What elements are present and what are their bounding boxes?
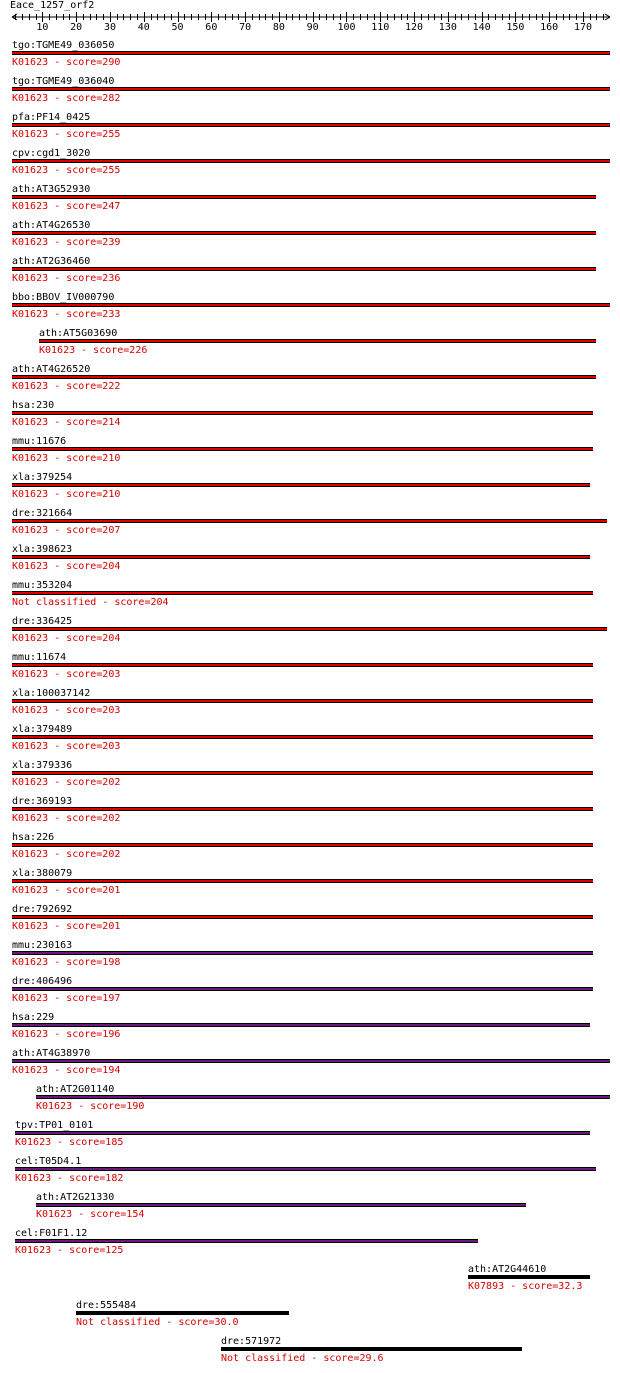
hit-gene-link[interactable]: pfa:PF14_0425 — [12, 112, 91, 123]
hit-gene-link[interactable]: mmu:230163 — [12, 940, 73, 951]
ruler-tick-label: 140 — [472, 22, 491, 33]
hit-score-link[interactable]: K01623 - score=197 — [12, 993, 121, 1004]
ruler-tick-label: 150 — [506, 22, 525, 33]
hit-score-link[interactable]: K07893 - score=32.3 — [468, 1281, 583, 1292]
hit-alignment-bar[interactable] — [12, 663, 593, 667]
hit-gene-link[interactable]: xla:379489 — [12, 724, 73, 735]
hit-score-link[interactable]: K01623 - score=203 — [12, 741, 121, 752]
hit-gene-link[interactable]: dre:555484 — [76, 1300, 137, 1311]
hit-score-link[interactable]: K01623 - score=194 — [12, 1065, 121, 1076]
hit-alignment-bar[interactable] — [12, 771, 593, 775]
ruler-tick-label: 110 — [371, 22, 390, 33]
hit-alignment-bar[interactable] — [12, 555, 590, 559]
ruler-tick-label: 40 — [137, 22, 150, 33]
hit-score-link[interactable]: K01623 - score=201 — [12, 885, 121, 896]
hit-gene-link[interactable]: dre:571972 — [221, 1336, 282, 1347]
hit-alignment-bar[interactable] — [39, 339, 596, 343]
hit-score-link[interactable]: K01623 - score=233 — [12, 309, 121, 320]
hit-gene-link[interactable]: ath:AT3G52930 — [12, 184, 91, 195]
hit-alignment-bar[interactable] — [36, 1203, 526, 1207]
hit-alignment-bar[interactable] — [36, 1095, 610, 1099]
hit-alignment-bar[interactable] — [12, 51, 610, 55]
hit-alignment-bar[interactable] — [12, 915, 593, 919]
hit-alignment-bar[interactable] — [12, 591, 593, 595]
hit-score-link[interactable]: K01623 - score=202 — [12, 849, 121, 860]
hit-score-link[interactable]: K01623 - score=203 — [12, 705, 121, 716]
hit-gene-link[interactable]: hsa:230 — [12, 400, 55, 411]
hit-alignment-bar[interactable] — [12, 447, 593, 451]
hit-gene-link[interactable]: xla:379336 — [12, 760, 73, 771]
hit-gene-link[interactable]: bbo:BBOV_IV000790 — [12, 292, 115, 303]
hit-alignment-bar[interactable] — [12, 483, 590, 487]
ruler-tick-label: 50 — [171, 22, 184, 33]
hit-alignment-bar[interactable] — [12, 87, 610, 91]
hit-alignment-bar[interactable] — [76, 1311, 289, 1315]
hit-alignment-bar[interactable] — [15, 1167, 596, 1171]
hit-alignment-bar[interactable] — [12, 231, 596, 235]
ruler-tick-label: 100 — [337, 22, 356, 33]
hit-gene-link[interactable]: xla:398623 — [12, 544, 73, 555]
hit-alignment-bar[interactable] — [12, 1059, 610, 1063]
ruler-tick-label: 60 — [205, 22, 218, 33]
hit-gene-link[interactable]: ath:AT5G03690 — [39, 328, 118, 339]
hit-score-link[interactable]: K01623 - score=226 — [39, 345, 148, 356]
hit-score-link[interactable]: K01623 - score=204 — [12, 633, 121, 644]
hit-gene-link[interactable]: cel:F01F1.12 — [15, 1228, 88, 1239]
hit-alignment-bar[interactable] — [12, 411, 593, 415]
hit-alignment-bar[interactable] — [12, 159, 610, 163]
hit-gene-link[interactable]: xla:100037142 — [12, 688, 91, 699]
hit-gene-link[interactable]: dre:406496 — [12, 976, 73, 987]
hit-score-link[interactable]: K01623 - score=203 — [12, 669, 121, 680]
hit-score-link[interactable]: K01623 - score=255 — [12, 165, 121, 176]
hit-alignment-bar[interactable] — [12, 1023, 590, 1027]
hit-alignment-bar[interactable] — [12, 879, 593, 883]
hit-score-link[interactable]: K01623 - score=207 — [12, 525, 121, 536]
hit-gene-link[interactable]: ath:AT2G36460 — [12, 256, 91, 267]
ruler-tick-label: 20 — [70, 22, 83, 33]
hit-score-link[interactable]: K01623 - score=185 — [15, 1137, 124, 1148]
hit-score-link[interactable]: K01623 - score=198 — [12, 957, 121, 968]
hit-gene-link[interactable]: ath:AT2G44610 — [468, 1264, 547, 1275]
hit-alignment-bar[interactable] — [12, 807, 593, 811]
hit-gene-link[interactable]: mmu:11676 — [12, 436, 67, 447]
hit-gene-link[interactable]: dre:336425 — [12, 616, 73, 627]
hit-score-link[interactable]: K01623 - score=282 — [12, 93, 121, 104]
hit-gene-link[interactable]: hsa:226 — [12, 832, 55, 843]
hit-alignment-bar[interactable] — [221, 1347, 522, 1351]
hit-alignment-bar[interactable] — [12, 195, 596, 199]
hit-score-link[interactable]: K01623 - score=154 — [36, 1209, 145, 1220]
hit-gene-link[interactable]: dre:792692 — [12, 904, 73, 915]
hit-gene-link[interactable]: cel:T05D4.1 — [15, 1156, 82, 1167]
hit-score-link[interactable]: Not classified - score=30.0 — [76, 1317, 239, 1328]
ruler-tick-label: 160 — [540, 22, 559, 33]
hit-score-link[interactable]: K01623 - score=202 — [12, 777, 121, 788]
hit-score-link[interactable]: K01623 - score=190 — [36, 1101, 145, 1112]
ruler-tick-label: 30 — [103, 22, 116, 33]
hit-alignment-bar[interactable] — [12, 735, 593, 739]
hit-score-link[interactable]: K01623 - score=182 — [15, 1173, 124, 1184]
hit-gene-link[interactable]: hsa:229 — [12, 1012, 55, 1023]
ruler-tick-label: 80 — [272, 22, 285, 33]
hit-score-link[interactable]: K01623 - score=290 — [12, 57, 121, 68]
hit-score-link[interactable]: K01623 - score=202 — [12, 813, 121, 824]
ruler-tick-label: 90 — [306, 22, 319, 33]
hit-score-link[interactable]: K01623 - score=201 — [12, 921, 121, 932]
hit-score-link[interactable]: K01623 - score=125 — [15, 1245, 124, 1256]
hit-alignment-bar[interactable] — [12, 699, 593, 703]
hit-alignment-bar[interactable] — [15, 1131, 590, 1135]
ruler-tick-label: 120 — [405, 22, 424, 33]
hit-alignment-bar[interactable] — [12, 375, 596, 379]
hit-gene-link[interactable]: xla:379254 — [12, 472, 73, 483]
hit-gene-link[interactable]: tpv:TP01_0101 — [15, 1120, 94, 1131]
hit-score-link[interactable]: K01623 - score=210 — [12, 453, 121, 464]
hit-gene-link[interactable]: dre:369193 — [12, 796, 73, 807]
hit-alignment-bar[interactable] — [12, 519, 607, 523]
hit-alignment-bar[interactable] — [12, 267, 596, 271]
hit-score-link[interactable]: K01623 - score=247 — [12, 201, 121, 212]
hit-score-link[interactable]: K01623 - score=210 — [12, 489, 121, 500]
hit-score-link[interactable]: K01623 - score=204 — [12, 561, 121, 572]
ruler-tick-label: 130 — [438, 22, 457, 33]
ruler-tick-label: 170 — [573, 22, 592, 33]
ruler-tick-label: 10 — [36, 22, 49, 33]
hit-alignment-bar[interactable] — [12, 123, 610, 127]
hit-gene-link[interactable]: cpv:cgd1_3020 — [12, 148, 91, 159]
hit-alignment-bar[interactable] — [12, 843, 593, 847]
hit-alignment-bar[interactable] — [12, 951, 593, 955]
hit-score-link[interactable]: K01623 - score=255 — [12, 129, 121, 140]
hit-score-link[interactable]: K01623 - score=236 — [12, 273, 121, 284]
hit-gene-link[interactable]: ath:AT2G21330 — [36, 1192, 115, 1203]
hit-score-link[interactable]: K01623 - score=222 — [12, 381, 121, 392]
hit-gene-link[interactable]: ath:AT4G38970 — [12, 1048, 91, 1059]
hit-alignment-bar[interactable] — [12, 303, 610, 307]
hit-score-link[interactable]: K01623 - score=214 — [12, 417, 121, 428]
hit-alignment-bar[interactable] — [12, 627, 607, 631]
hit-alignment-bar[interactable] — [12, 987, 593, 991]
hit-score-link[interactable]: Not classified - score=204 — [12, 597, 169, 608]
hit-gene-link[interactable]: ath:AT4G26520 — [12, 364, 91, 375]
hit-score-link[interactable]: K01623 - score=239 — [12, 237, 121, 248]
ruler-tick-label: 70 — [239, 22, 252, 33]
hit-gene-link[interactable]: xla:380079 — [12, 868, 73, 879]
hit-score-link[interactable]: Not classified - score=29.6 — [221, 1353, 384, 1364]
hit-gene-link[interactable]: dre:321664 — [12, 508, 73, 519]
hit-gene-link[interactable]: tgo:TGME49_036050 — [12, 40, 115, 51]
hit-gene-link[interactable]: ath:AT2G01140 — [36, 1084, 115, 1095]
hit-score-link[interactable]: K01623 - score=196 — [12, 1029, 121, 1040]
hit-gene-link[interactable]: ath:AT4G26530 — [12, 220, 91, 231]
hit-gene-link[interactable]: mmu:11674 — [12, 652, 67, 663]
hit-gene-link[interactable]: mmu:353204 — [12, 580, 73, 591]
hit-alignment-bar[interactable] — [468, 1275, 590, 1279]
hit-alignment-bar[interactable] — [15, 1239, 478, 1243]
query-title: Eace_1257_orf2 — [10, 0, 95, 11]
hit-gene-link[interactable]: tgo:TGME49_036040 — [12, 76, 115, 87]
